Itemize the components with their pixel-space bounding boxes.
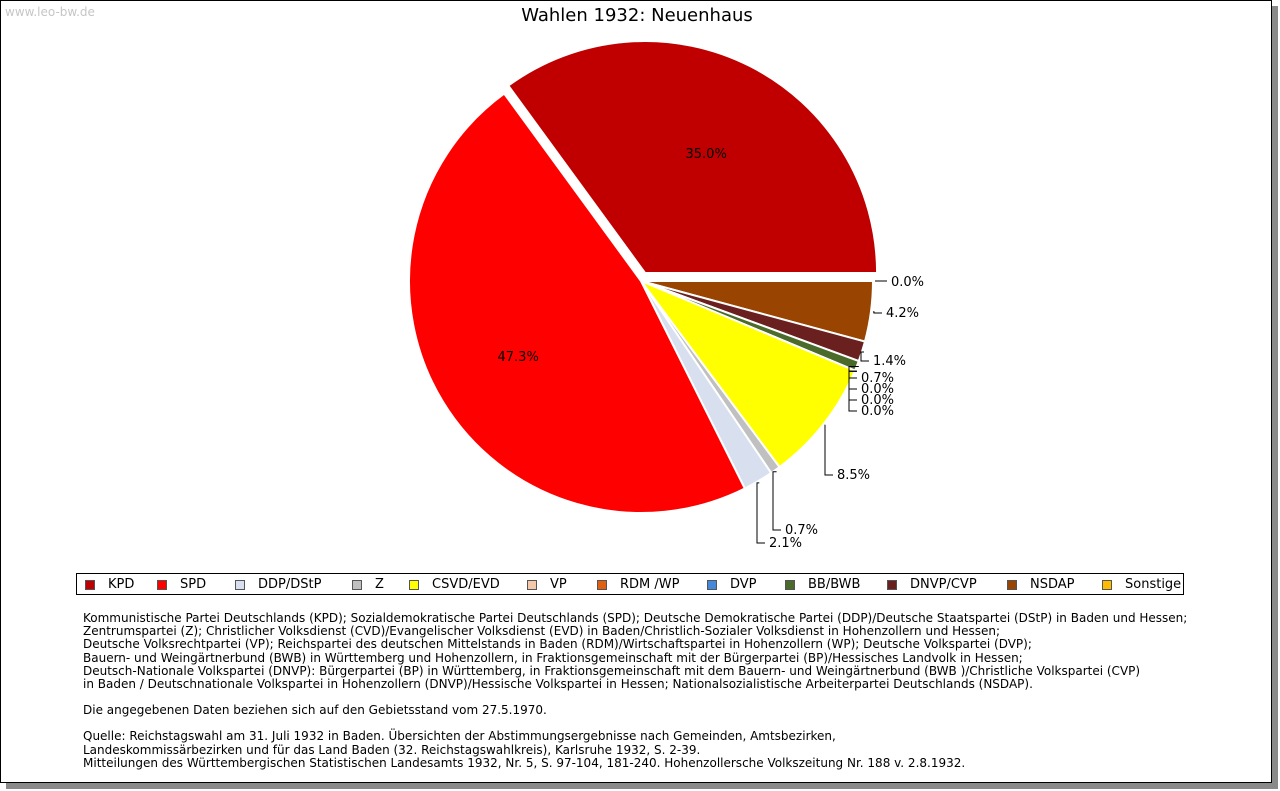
- source-line: Mitteilungen des Württembergischen Statistischen Landesamts 1932, Nr. 5, S. 97-104, 181-240. Hohenzollersche Volkszeitung Nr. 188 v. 2.8.1932.: [83, 755, 966, 770]
- chart-title: Wahlen 1932: Neuenhaus: [521, 5, 753, 26]
- source-line: Landeskommissärbezirken und für das Land Baden (32. Reichstagswahlkreis), Karlsruhe 1932, S. 2-39.: [83, 742, 701, 757]
- slice-value-label: 0.7%: [785, 523, 819, 538]
- note-line: Deutsch-Nationale Volkspartei (DNVP): Bürgerpartei (BP) in Württemberg, in Fraktionsgemeinschaft mit dem Bauern- und Weingärtnerbund (BWB )/Christliche Volkspartei (CVP): [83, 663, 1141, 678]
- legend-label: DNVP/CVP: [910, 577, 977, 592]
- legend-label: RDM /WP: [620, 577, 680, 592]
- note-line: Bauern- und Weingärtnerbund (BWB) in Württemberg und Hohenzollern, in Fraktionsgemeinschaft mit der Bürgerpartei (BP)/Hessisches Landvolk in Hessen;: [83, 650, 1023, 665]
- legend-swatch: [409, 580, 419, 590]
- note-line: in Baden / Deutschnationale Volkspartei in Hohenzollern (DNVP)/Hessische Volkspartei in Hessen; Nationalsozialistische Arbeiterpartei Deutschlands (NSDAP).: [83, 677, 1033, 692]
- legend-swatch: [85, 580, 95, 590]
- legend: [76, 573, 1184, 595]
- slice-value-label: 2.1%: [769, 536, 803, 551]
- slice-value-label: 8.5%: [837, 468, 871, 483]
- legend-label: SPD: [180, 577, 207, 592]
- legend-swatch: [707, 580, 717, 590]
- slice-value-label: 0.0%: [861, 404, 895, 419]
- legend-swatch: [235, 580, 245, 590]
- source-line: Quelle: Reichstagswahl am 31. Juli 1932 in Baden. Übersichten der Abstimmungsergebnisse nach Gemeinden, Amtsbezirken,: [83, 729, 836, 744]
- legend-label: DDP/DStP: [258, 577, 322, 592]
- legend-swatch: [597, 580, 607, 590]
- slice-value-label: 1.4%: [873, 354, 907, 369]
- slice-value-label: 4.2%: [886, 306, 920, 321]
- slice-value-label: 0.0%: [861, 382, 895, 397]
- legend-label: Sonstige: [1125, 577, 1182, 592]
- legend-swatch: [785, 580, 795, 590]
- slice-value-label: 0.0%: [861, 393, 895, 408]
- pie-chart: [1, 1, 1273, 561]
- notes-block: [83, 612, 1203, 770]
- note-line: Kommunistische Partei Deutschlands (KPD); Sozialdemokratische Partei Deutschlands (SPD); Deutsche Demokratische Partei (DDP)/Deutsche Staatspartei (DStP) in Baden und Hessen;: [83, 611, 1188, 625]
- legend-swatch: [887, 580, 897, 590]
- slice-value-label: 0.0%: [891, 275, 925, 290]
- legend-label: NSDAP: [1030, 577, 1075, 592]
- gebietsstand-note: Die angegebenen Daten beziehen sich auf den Gebietsstand vom 27.5.1970.: [83, 703, 547, 718]
- slice-value-label: 0.7%: [861, 371, 895, 386]
- legend-label: KPD: [108, 577, 135, 592]
- legend-label: DVP: [730, 577, 757, 592]
- legend-swatch: [1007, 580, 1017, 590]
- slice-value-label: 47.3%: [497, 349, 539, 365]
- legend-label: VP: [550, 577, 567, 592]
- slice-value-label: 35.0%: [685, 146, 727, 162]
- note-line: Deutsche Volksrechtpartei (VP); Reichspartei des deutschen Mittelstands in Baden (RDM)/Wirtschaftspartei in Hohenzollern (WP); Deutsche Volkspartei (DVP);: [83, 637, 1032, 652]
- legend-label: CSVD/EVD: [432, 577, 500, 592]
- watermark: www.leo-bw.de: [5, 5, 95, 19]
- note-line: Zentrumspartei (Z); Christlicher Volksdienst (CVD)/Evangelischer Volksdienst (EVD) in Baden/Christlich-Sozialer Volksdienst in Hohenzollern und Hessen;: [83, 624, 1001, 639]
- legend-swatch: [527, 580, 537, 590]
- legend-label: BB/BWB: [808, 577, 861, 592]
- legend-swatch: [352, 580, 362, 590]
- legend-swatch: [1102, 580, 1112, 590]
- legend-label: Z: [375, 577, 384, 592]
- legend-swatch: [157, 580, 167, 590]
